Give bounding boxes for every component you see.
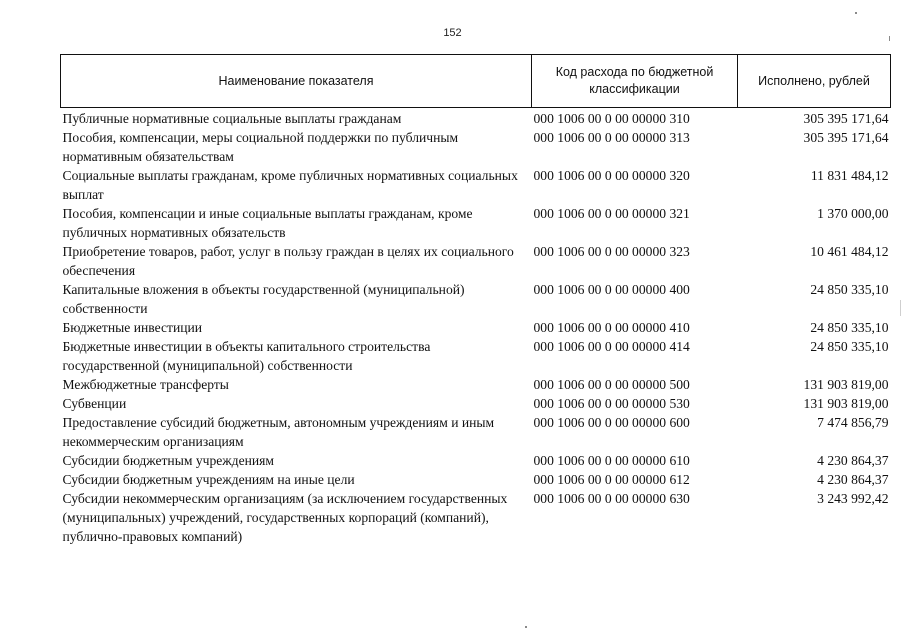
row-amount: 24 850 335,10 — [810, 339, 889, 354]
budget-execution-table — [60, 54, 891, 546]
row-amount: 11 831 484,12 — [810, 168, 889, 183]
row-name: Социальные выплаты гражданам, кроме публичных нормативных социальных выплат — [62, 168, 518, 202]
header-name: Наименование показателя — [61, 55, 532, 108]
row-code: 000 1006 00 0 00 00000 323 — [533, 244, 690, 259]
table-row — [61, 318, 891, 337]
table-row — [61, 375, 891, 394]
table-body — [61, 108, 891, 547]
scan-speck — [525, 626, 527, 628]
row-amount: 131 903 819,00 — [803, 396, 889, 411]
row-name: Межбюджетные трансферты — [62, 377, 229, 392]
row-name: Бюджетные инвестиции — [62, 320, 203, 335]
header-amount: Исполнено, рублей — [738, 55, 891, 108]
row-code: 000 1006 00 0 00 00000 313 — [533, 130, 690, 145]
row-name: Приобретение товаров, работ, услуг в пользу граждан в целях их социального обеспечения — [62, 244, 514, 278]
table-row — [61, 108, 891, 129]
row-name: Пособия, компенсации и иные социальные выплаты гражданам, кроме публичных нормативных обязательств — [62, 206, 473, 240]
table-row — [61, 242, 891, 280]
row-name: Бюджетные инвестиции в объекты капитального строительства государственной (муниципальной) собственности — [62, 339, 431, 373]
row-code: 000 1006 00 0 00 00000 320 — [533, 168, 690, 183]
scan-speck — [900, 300, 901, 316]
row-code: 000 1006 00 0 00 00000 612 — [533, 472, 690, 487]
row-amount: 7 474 856,79 — [817, 415, 889, 430]
page-number: 152 — [443, 27, 462, 39]
table-row — [61, 166, 891, 204]
row-name: Публичные нормативные социальные выплаты гражданам — [62, 111, 402, 126]
row-name: Субвенции — [62, 396, 127, 411]
row-code: 000 1006 00 0 00 00000 600 — [533, 415, 690, 430]
table-row — [61, 451, 891, 470]
row-code: 000 1006 00 0 00 00000 410 — [533, 320, 690, 335]
row-name: Субсидии некоммерческим организациям (за исключением государственных (муниципальных) учреждений, государственных корпораций (компаний), публично-правовых компаний) — [62, 491, 508, 544]
table-row — [61, 470, 891, 489]
header-code: Код расхода по бюджетной классификации — [532, 55, 738, 108]
row-code: 000 1006 00 0 00 00000 414 — [533, 339, 690, 354]
table-row — [61, 128, 891, 166]
table-row — [61, 204, 891, 242]
row-code: 000 1006 00 0 00 00000 500 — [533, 377, 690, 392]
row-amount: 4 230 864,37 — [817, 472, 889, 487]
row-code: 000 1006 00 0 00 00000 400 — [533, 282, 690, 297]
row-code: 000 1006 00 0 00 00000 321 — [533, 206, 690, 221]
table-row — [61, 394, 891, 413]
row-amount: 24 850 335,10 — [810, 320, 889, 335]
row-name: Пособия, компенсации, меры социальной поддержки по публичным нормативным обязательствам — [62, 130, 459, 164]
row-amount: 3 243 992,42 — [817, 491, 889, 506]
table-header — [61, 55, 891, 108]
row-code: 000 1006 00 0 00 00000 610 — [533, 453, 690, 468]
row-name: Субсидии бюджетным учреждениям на иные цели — [62, 472, 355, 487]
row-amount: 305 395 171,64 — [803, 130, 889, 145]
table-row — [61, 280, 891, 318]
table-row — [61, 337, 891, 375]
scan-speck — [855, 12, 857, 14]
table-header-row — [61, 55, 891, 108]
row-amount: 10 461 484,12 — [810, 244, 889, 259]
table-row — [61, 489, 891, 546]
row-amount: 131 903 819,00 — [803, 377, 889, 392]
row-amount: 305 395 171,64 — [803, 111, 889, 126]
row-amount: 24 850 335,10 — [810, 282, 889, 297]
row-name: Капитальные вложения в объекты государственной (муниципальной) собственности — [62, 282, 465, 316]
row-amount: 4 230 864,37 — [817, 453, 889, 468]
scan-speck — [889, 36, 890, 41]
row-amount: 1 370 000,00 — [817, 206, 889, 221]
row-code: 000 1006 00 0 00 00000 310 — [533, 111, 690, 126]
row-name: Предоставление субсидий бюджетным, автономным учреждениям и иным некоммерческим организациям — [62, 415, 495, 449]
row-code: 000 1006 00 0 00 00000 530 — [533, 396, 690, 411]
table-row — [61, 413, 891, 451]
row-code: 000 1006 00 0 00 00000 630 — [533, 491, 690, 506]
row-name: Субсидии бюджетным учреждениям — [62, 453, 275, 468]
